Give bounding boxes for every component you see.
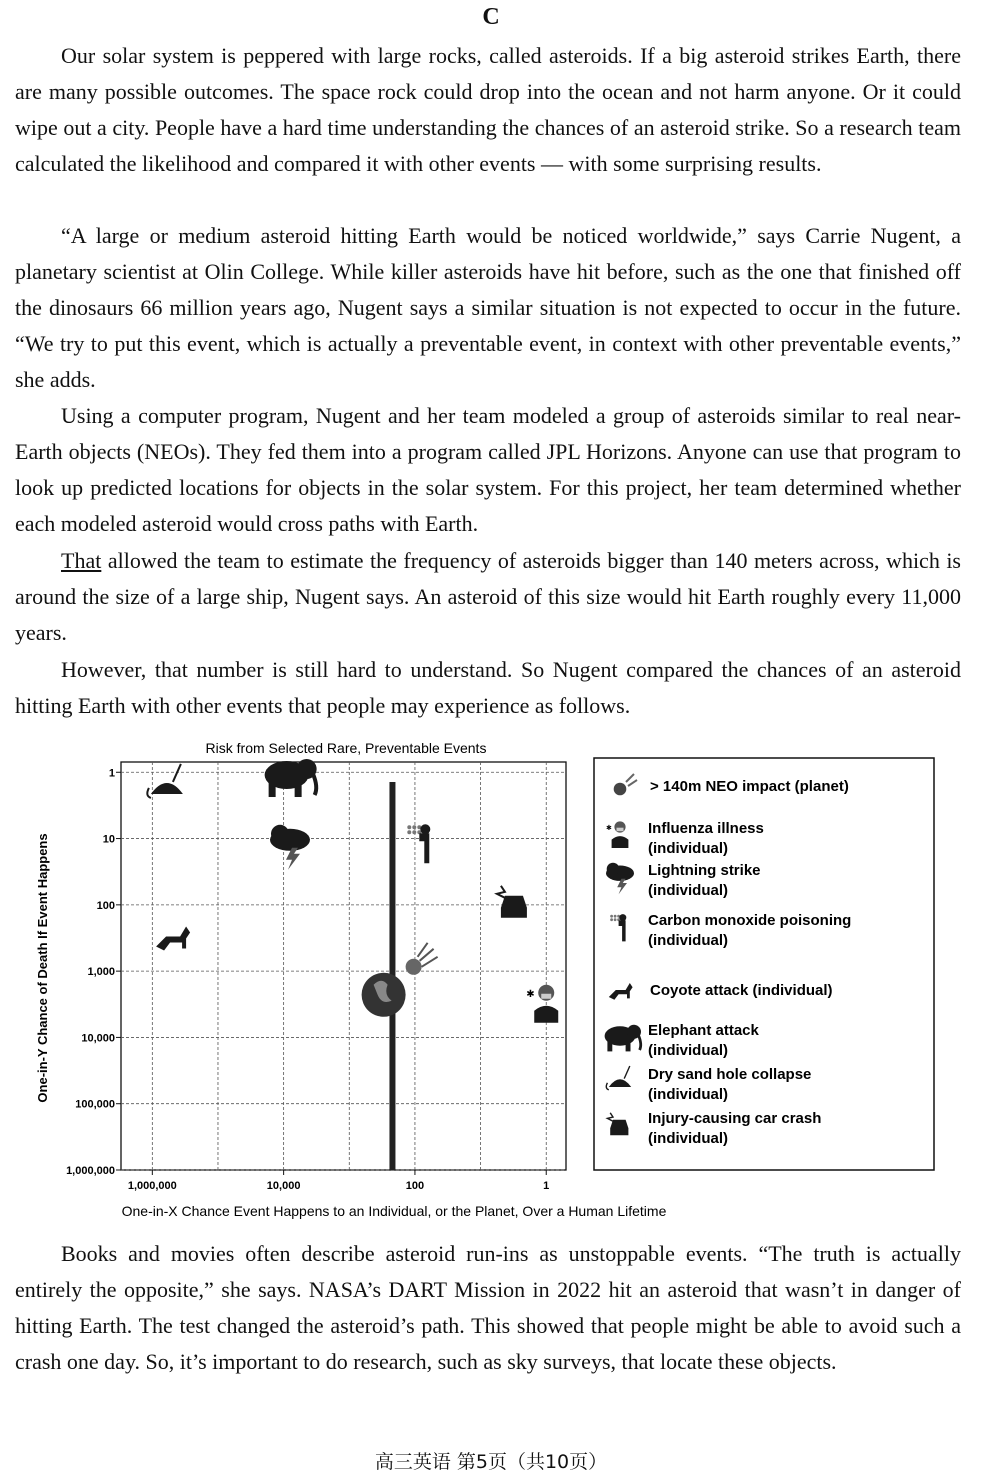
mask-shape: [541, 994, 551, 999]
legend-label: Injury-causing car crash (individual): [648, 1110, 822, 1147]
risk-chart: [0, 730, 982, 1230]
smoke-dot: [407, 825, 411, 829]
x-axis-label: One-in-X Chance Event Happens to an Individual, or the Planet, Over a Human Lifetime: [121, 1203, 667, 1219]
y-tick-label: 100: [96, 899, 115, 912]
germ-mark: ✱: [606, 824, 612, 832]
paragraph-1: Our solar system is peppered with large rocks, called asteroids. If a big asteroid strikes Earth, there are many possible outcomes. The space rock could drop into the ocean and not harm anyone. Or it could wipe out a city. People have a hard time understanding the chances of an asteroid strike. So a research team calculated the likelihood and compared it with other events — with some surprising results.: [15, 43, 961, 176]
paragraph-4: [15, 543, 961, 651]
smoke-dot: [610, 918, 613, 921]
asteroid-shape: [406, 959, 422, 975]
person-head: [619, 914, 626, 921]
person-head: [420, 824, 430, 834]
cloud-shape: [271, 825, 289, 843]
page-footer: 高三英语 第5页（共10页）: [374, 1451, 608, 1473]
paragraph-5: However, that number is still hard to understand. So Nugent compared the chances of an asteroid hitting Earth with other events that people may experience as follows.: [15, 657, 961, 718]
smoke-dot: [412, 825, 416, 829]
legend-label: Influenza illness (individual): [648, 820, 764, 857]
y-tick-label: 1,000,000: [66, 1165, 115, 1177]
y-axis-label: One-in-Y Chance of Death If Event Happens: [35, 833, 50, 1103]
smoke-dot: [412, 830, 416, 834]
paragraph-2: “A large or medium asteroid hitting Earth would be noticed worldwide,” says Carrie Nugent, a planetary scientist at Olin College. While killer asteroids have hit before, such as the one that finished off the dinosaurs 66 million years ago, Nugent says a similar situation is not expected to occur in the future. “We try to put this event, which is actually a preventable event, in context with other preventable events,” she adds.: [15, 223, 961, 392]
section-letter: C: [482, 4, 500, 30]
legend-label: Elephant attack (individual): [648, 1022, 759, 1059]
legend-label: > 140m NEO impact (planet): [650, 778, 849, 795]
elephant-leg: [607, 1042, 612, 1052]
germ-mark: ✱: [526, 988, 535, 1000]
y-tick-label: 100,000: [75, 1098, 115, 1111]
x-axis-ticks: [128, 1170, 549, 1192]
x-tick-label: 100: [405, 1180, 425, 1192]
car-body: [610, 1120, 628, 1135]
legend-label: Coyote attack (individual): [650, 982, 833, 999]
elephant-leg: [295, 783, 302, 797]
x-tick-label: 10,000: [266, 1180, 301, 1192]
cloud-shape: [607, 863, 620, 876]
x-tick-label: 1,000,000: [127, 1180, 177, 1192]
legend-label: Lightning strike (individual): [648, 862, 761, 899]
y-tick-label: 1: [108, 767, 115, 780]
legend-label: Carbon monoxide poisoning (individual): [648, 912, 852, 949]
asteroid-shape: [614, 783, 627, 796]
legend-label: Dry sand hole collapse (individual): [648, 1066, 812, 1103]
paragraph-4-text: allowed the team to estimate the frequency of asteroids bigger than 140 meters across, which is around the size of a large ship, Nugent says. An asteroid of this size would hit Earth roughly every 11,000 years.: [15, 548, 961, 645]
person-body: [612, 836, 629, 848]
underlined-word: That: [61, 548, 102, 573]
y-tick-label: 10: [102, 833, 115, 846]
smoke-dot: [407, 830, 411, 834]
elephant-leg: [269, 783, 276, 797]
smoke-dot: [610, 915, 613, 918]
y-axis-ticks: [66, 767, 121, 1177]
smoke-dot: [614, 915, 617, 918]
plot-frame: [121, 762, 566, 1170]
x-tick-label: 1: [543, 1180, 550, 1192]
legend-frame: [594, 758, 934, 1170]
mask-shape: [617, 828, 624, 832]
smoke-dot: [614, 918, 617, 921]
paragraph-6: Books and movies often describe asteroid run-ins as unstoppable events. “The truth is actually entirely the opposite,” she says. NASA’s DART Mission in 2022 hit an asteroid that wasn’t in danger of hitting Earth. The test changed the asteroid’s path. This showed that people might be able to avoid such a crash one day. So, it’s important to do research, such as sky surveys, that locate these objects.: [15, 1241, 961, 1374]
y-tick-label: 10,000: [81, 1032, 115, 1045]
chart-title: Risk from Selected Rare, Preventable Events: [205, 740, 487, 756]
elephant-leg: [626, 1042, 631, 1052]
car-body: [501, 896, 527, 918]
paragraph-3: Using a computer program, Nugent and her team modeled a group of asteroids similar to real near-Earth objects (NEOs). They fed them into a program called JPL Horizons. Anyone can use that program to look up predicted locations for objects in the solar system. For this project, her team determined whether each modeled asteroid would cross paths with Earth.: [15, 403, 961, 536]
y-tick-label: 1,000: [87, 966, 115, 979]
person-body: [534, 1006, 558, 1023]
